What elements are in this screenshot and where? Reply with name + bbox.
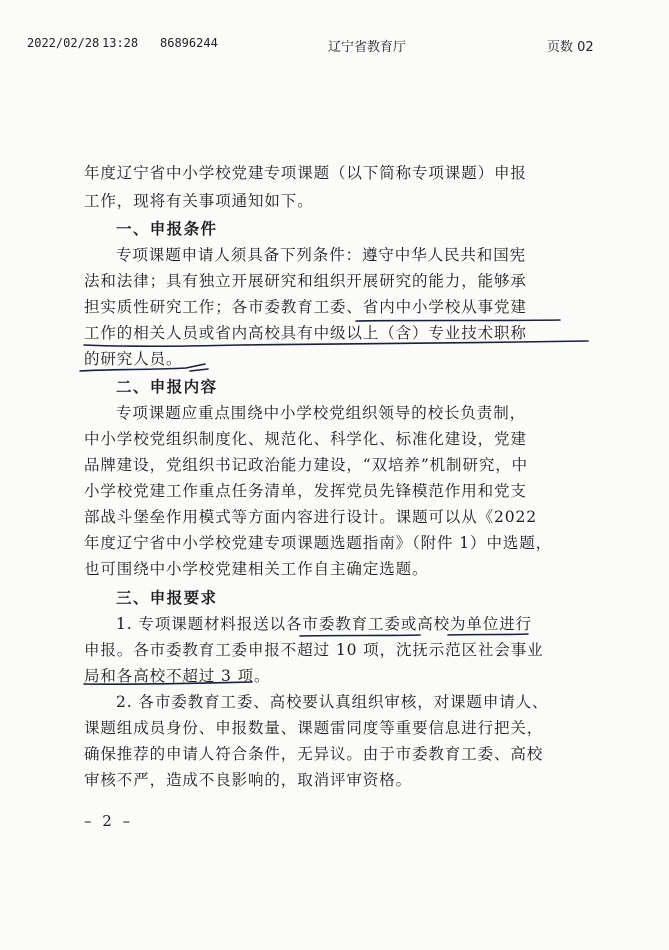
paragraph-line: 专项课题应重点围绕中小学校党组织领导的校长负责制， <box>116 404 527 422</box>
paragraph-line: 法和法律；具有独立开展研究和组织开展研究的能力，能够承 <box>84 272 527 290</box>
paragraph-line: 小学校党建工作重点任务清单，发挥党员先锋模范作用和党支 <box>84 482 527 500</box>
paragraph-line: 申报。各市委教育工委申报不超过 10 项，沈抚示范区社会事业 <box>84 641 544 659</box>
paragraph-line: 中小学校党组织制度化、规范化、科学化、标准化建设，党建 <box>84 430 527 448</box>
page-number: – 2 – <box>84 812 134 830</box>
paragraph-line: 部战斗堡垒作用模式等方面内容进行设计。课题可以从《2022 <box>84 508 538 526</box>
paragraph-line: 的研究人员。 <box>84 350 183 368</box>
paragraph-line: 专项课题申请人须具备下列条件：遵守中华人民共和国宪 <box>116 246 527 264</box>
fax-number: 86896244 <box>160 36 218 50</box>
section-heading: 一、申报条件 <box>116 220 218 238</box>
intro-line: 工作，现将有关事项通知如下。 <box>84 192 314 210</box>
paragraph-line: 1. 专项课题材料报送以各市委教育工委或高校为单位进行 <box>116 615 533 633</box>
paragraph-line: 审核不严，造成不良影响的，取消评审资格。 <box>84 771 413 789</box>
paragraph-line: 年度辽宁省中小学校党建专项课题选题指南》（附件 1）中选题， <box>84 534 553 552</box>
intro-line: 年度辽宁省中小学校党建专项课题（以下简称专项课题）申报 <box>84 164 527 182</box>
section-heading: 三、申报要求 <box>116 589 218 607</box>
fax-time: 13:28 <box>102 36 139 50</box>
paragraph-line: 工作的相关人员或省内高校具有中级以上（含）专业技术职称 <box>84 324 527 342</box>
paragraph-line: 品牌建设，党组织书记政治能力建设，“双培养”机制研究，中 <box>84 456 529 474</box>
paragraph-line: 也可围绕中小学校党建相关工作自主确定选题。 <box>84 560 429 578</box>
fax-page-count: 页数 02 <box>547 40 594 55</box>
fax-date: 2022/02/28 <box>27 36 100 50</box>
paragraph-line: 确保推荐的申请人符合条件，无异议。由于市委教育工委、高校 <box>84 745 544 763</box>
paragraph-line: 担实质性研究工作；各市委教育工委、省内中小学校从事党建 <box>84 298 527 316</box>
fax-organization: 辽宁省教育厅 <box>328 40 407 55</box>
section-heading: 二、申报内容 <box>116 378 218 396</box>
paragraph-line: 局和各高校不超过 3 项。 <box>84 667 271 685</box>
paragraph-line: 课题组成员身份、申报数量、课题雷同度等重要信息进行把关， <box>84 719 544 737</box>
paragraph-line: 2. 各市委教育工委、高校要认真组织审核，对课题申请人、 <box>116 693 549 711</box>
